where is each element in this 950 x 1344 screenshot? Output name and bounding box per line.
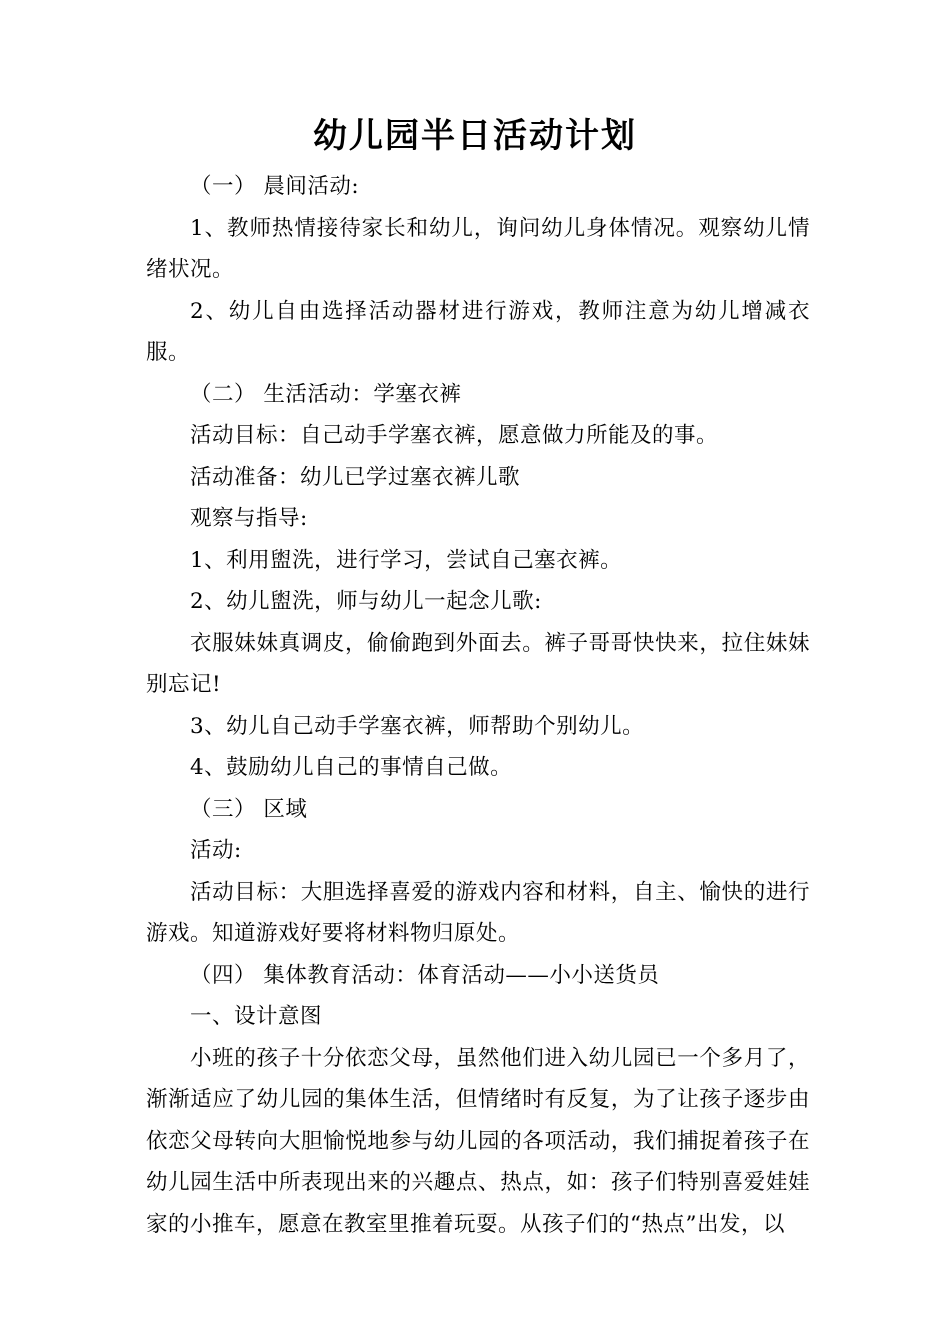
- subheading-design-intent: 一、设计意图: [190, 1004, 323, 1029]
- paragraph: 活动:: [190, 838, 242, 863]
- paragraph: 3、幼儿自己动手学塞衣裤，师帮助个别幼儿。: [190, 713, 645, 739]
- section-heading-daily-life: （二） 生活活动：学塞衣裤: [190, 381, 462, 407]
- paragraph: 1、利用盥洗，进行学习，尝试自己塞衣裤。: [190, 547, 623, 573]
- section-heading-area: （三） 区域: [190, 796, 308, 822]
- paragraph: 活动准备：幼儿已学过塞衣裤儿歌: [190, 464, 521, 490]
- paragraph: 活动目标：大胆选择喜爱的游戏内容和材料，自主、愉快的进行游戏。知道游戏好要将材料物归原处。: [146, 879, 810, 946]
- paragraph: 1、教师热情接待家长和幼儿，询问幼儿身体情况。观察幼儿情绪状况。: [146, 215, 810, 282]
- paragraph: 2、幼儿自由选择活动器材进行游戏，教师注意为幼儿增减衣服。: [146, 298, 810, 365]
- document-body: [146, 166, 810, 1245]
- paragraph: 4、鼓励幼儿自己的事情自己做。: [190, 755, 513, 780]
- paragraph: 小班的孩子十分依恋父母，虽然他们进入幼儿园已一个多月了，渐渐适应了幼儿园的集体生活，但情绪时有反复，为了让孩子逐步由依恋父母转向大胆愉悦地参与幼儿园的各项活动，我们捕捉着孩子在幼儿园生活中所表现出来的兴趣点、热点，如：孩子们特别喜爱娃娃家的小推车，愿意在教室里推着玩耍。从孩子们的“热点”出发，以: [146, 1045, 810, 1237]
- paragraph: 活动目标：自己动手学塞衣裤，愿意做力所能及的事。: [190, 423, 719, 448]
- nursery-rhyme: 衣服妹妹真调皮，偷偷跑到外面去。裤子哥哥快快来，拉住妹妹别忘记!: [146, 630, 810, 697]
- section-heading-morning: （一） 晨间活动:: [190, 174, 360, 199]
- section-heading-group-activity: （四） 集体教育活动：体育活动——小小送货员: [190, 962, 660, 988]
- paragraph: 2、幼儿盥洗，师与幼儿一起念儿歌:: [190, 589, 542, 614]
- paragraph: 观察与指导:: [190, 506, 308, 531]
- document-title: 幼儿园半日活动计划: [313, 116, 637, 156]
